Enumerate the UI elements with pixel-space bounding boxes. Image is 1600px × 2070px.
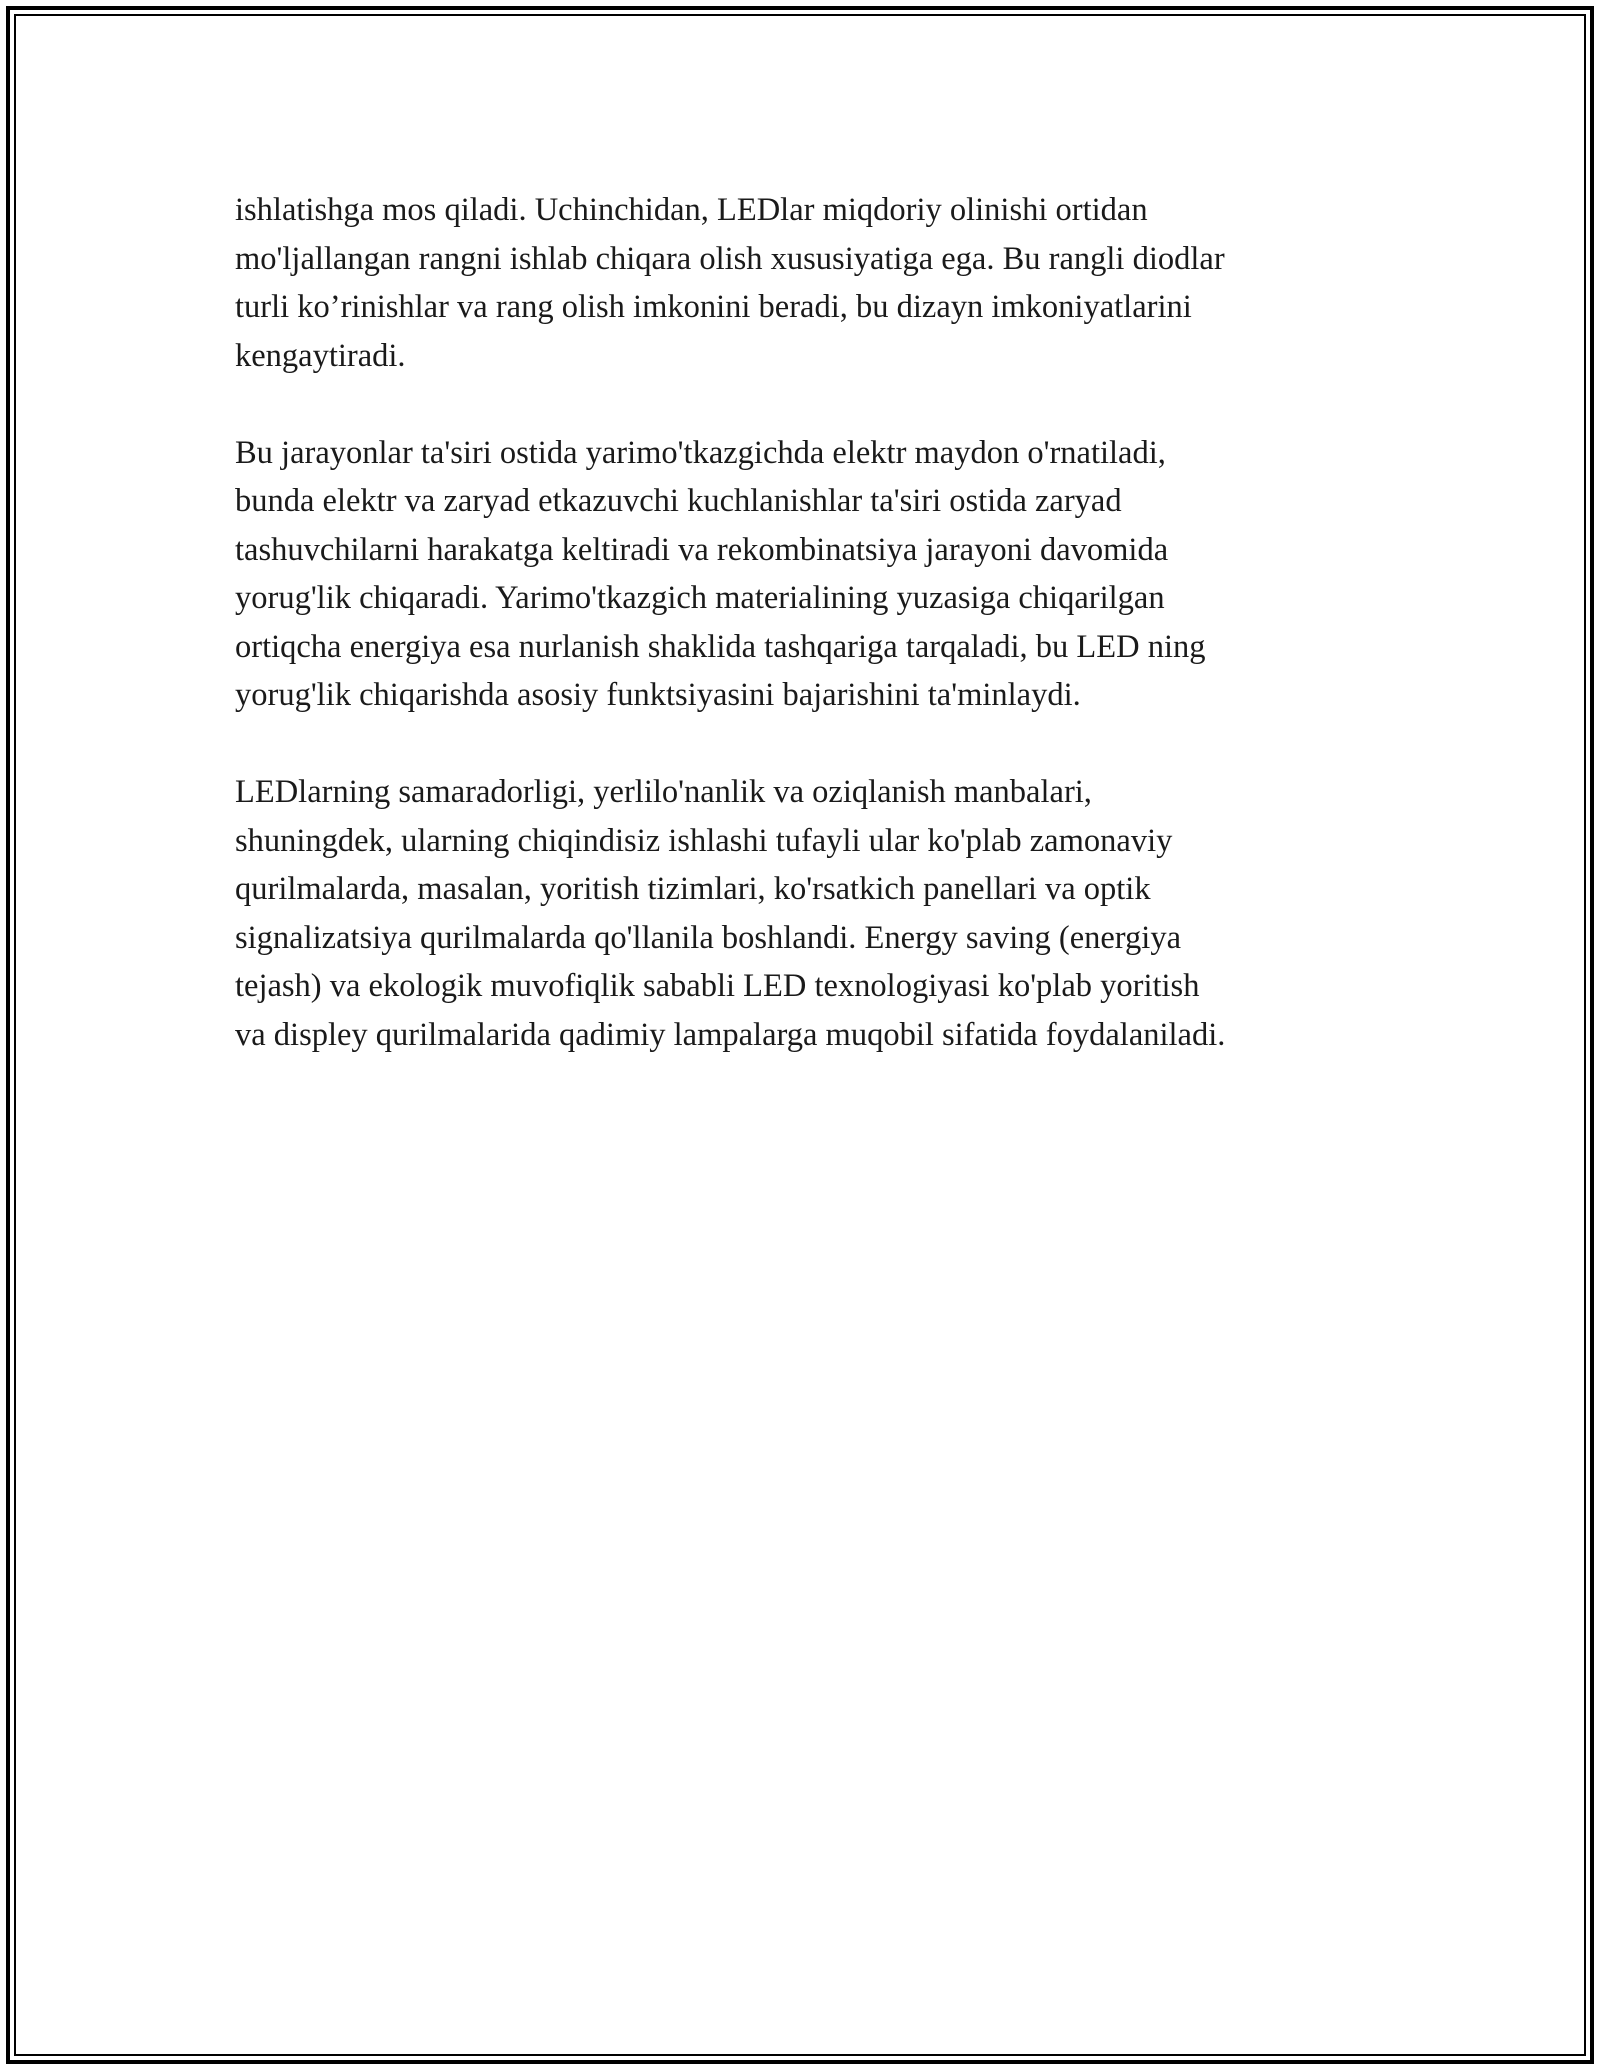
text-line: turli ko’rinishlar va rang olish imkonini beradi, bu dizayn imkoniyatlarini xyxy=(235,289,1192,325)
text-line: bunda elektr va zaryad etkazuvchi kuchlanishlar ta'siri ostida zaryad xyxy=(235,483,1122,519)
text-line: mo'ljallangan rangni ishlab chiqara olish xususiyatiga ega. Bu rangli diodlar xyxy=(235,240,1225,277)
text-line: shuningdek, ularning chiqindisiz ishlashi tufayli ular ko'plab zamonaviy xyxy=(235,822,1173,859)
text-line: ortiqcha energiya esa nurlanish shaklida tashqariga tarqaladi, bu LED ning xyxy=(235,628,1206,665)
text-line: tejash) va ekologik muvofiqlik sababli LED texnologiyasi ko'plab yoritish xyxy=(235,968,1200,1004)
text-line: LEDlarning samaradorligi, yerlilo'nanlik va oziqlanish manbalari, xyxy=(235,774,1092,810)
text-line: kengaytiradi. xyxy=(235,337,406,374)
text-line: ishlatishga mos qiladi. Uchinchidan, LEDlar miqdoriy olinishi ortidan xyxy=(235,192,1148,228)
document-body xyxy=(235,186,1365,1108)
text-line: tashuvchilarni harakatga keltiradi va rekombinatsiya jarayoni davomida xyxy=(235,531,1169,568)
text-line: Bu jarayonlar ta'siri ostida yarimo'tkazgichda elektr maydon o'rnatiladi, xyxy=(235,434,1166,471)
text-line: yorug'lik chiqarishda asosiy funktsiyasini bajarishini ta'minlaydi. xyxy=(235,677,1081,713)
text-line: va displey qurilmalarida qadimiy lampalarga muqobil sifatida foydalaniladi. xyxy=(235,1016,1226,1053)
text-line: signalizatsiya qurilmalarda qo'llanila boshlandi. Energy saving (energiya xyxy=(235,919,1181,956)
paragraph-1 xyxy=(235,186,1365,380)
text-line: yorug'lik chiqaradi. Yarimo'tkazgich materialining yuzasiga chiqarilgan xyxy=(235,580,1165,616)
paragraph-2 xyxy=(235,429,1365,720)
paragraph-3 xyxy=(235,768,1365,1059)
text-line: qurilmalarda, masalan, yoritish tizimlari, ko'rsatkich panellari va optik xyxy=(235,871,1151,907)
